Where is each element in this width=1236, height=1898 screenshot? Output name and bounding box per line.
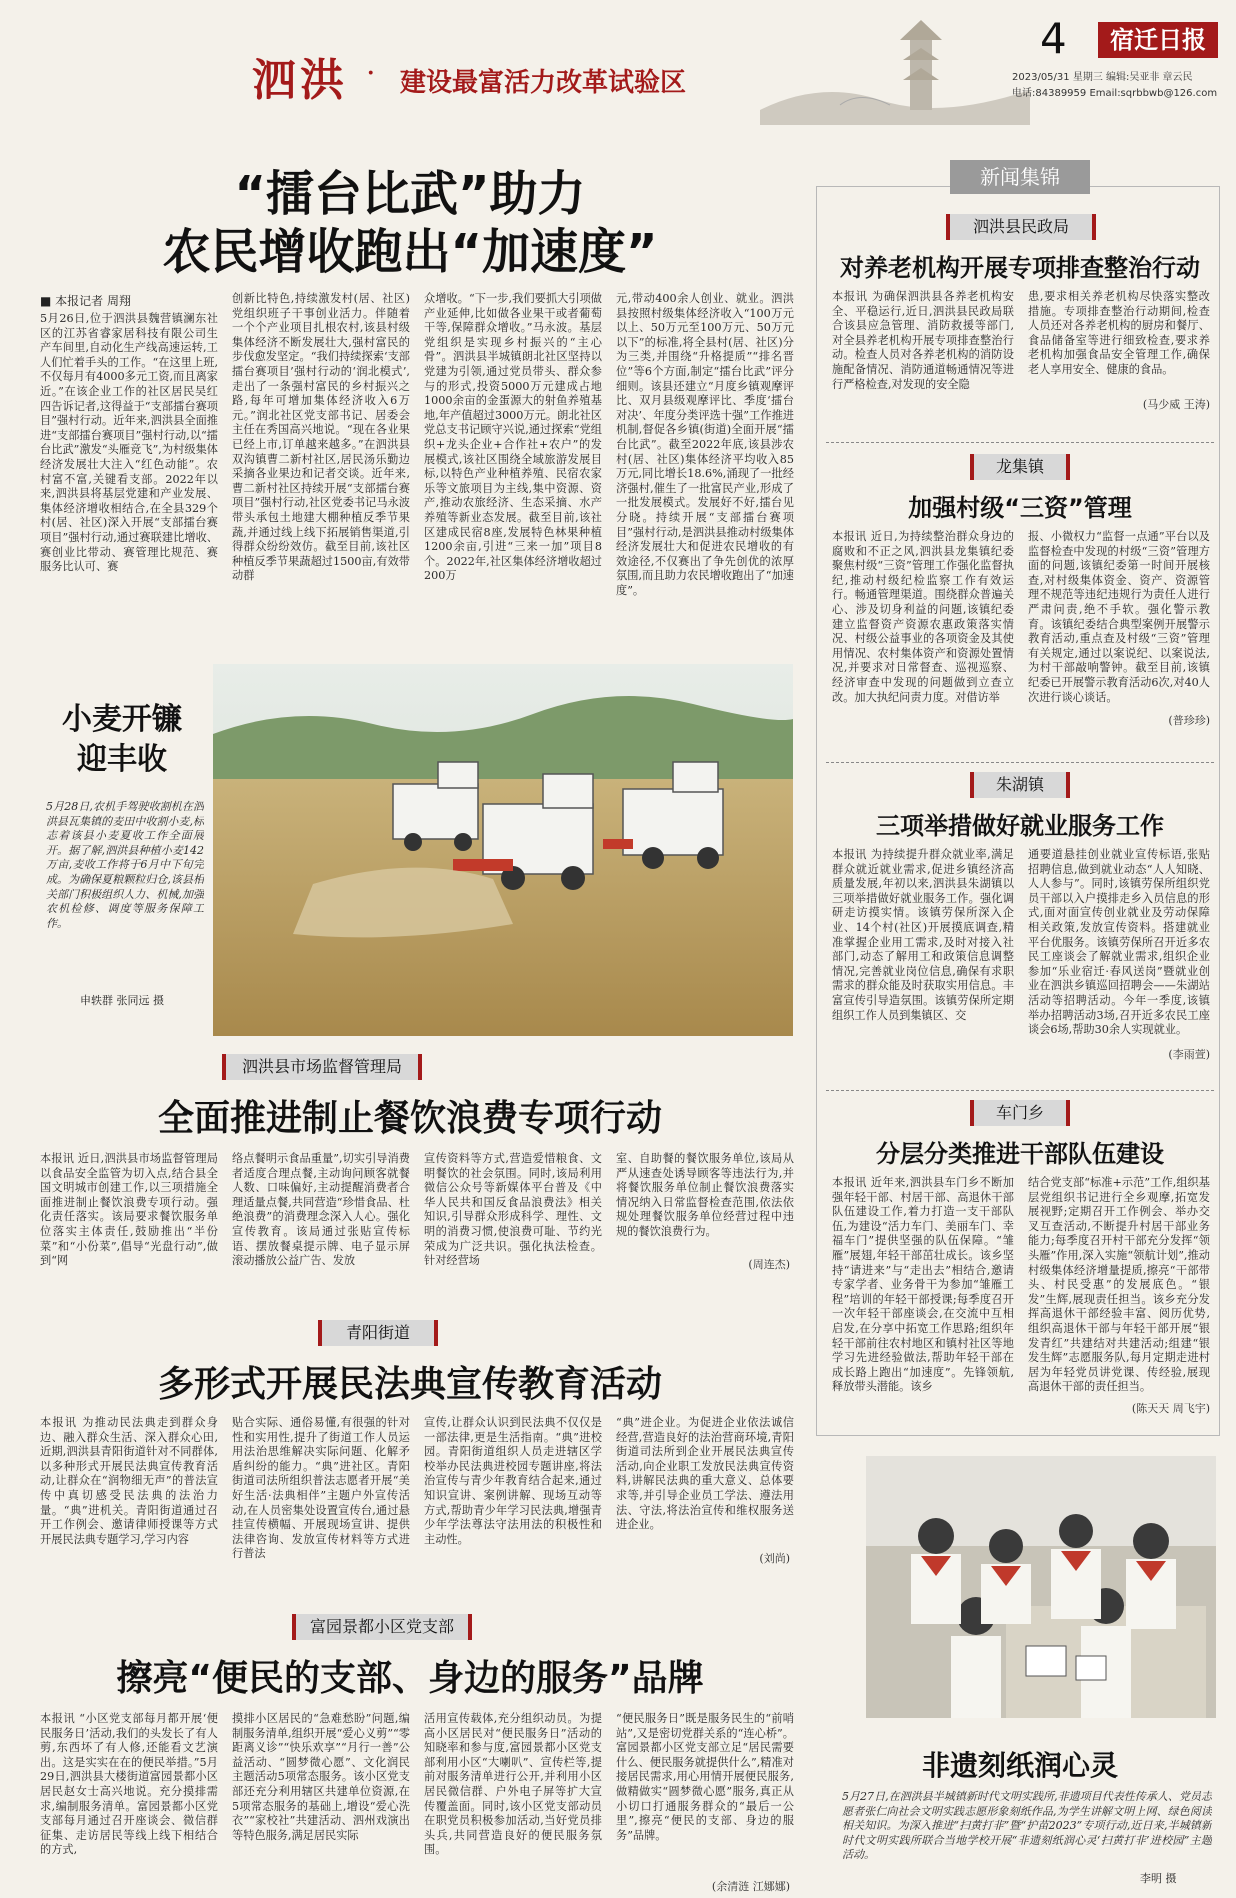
b3-col-2: 通要道悬挂创业就业宣传标语,张贴招聘信息,做到就业动态“人人知晓、人人参与”。同时,该镇劳保所组织党员干部以入户摸排走乡入员信息的形式,面对面宣传创业就业及劳动保障相关政策,发放宣传资料。搭建就业平台优服务。该镇劳保所召开近多农民工座谈会了解就业需求,组织企业参加“乐业宿迁·春风送岗”暨就业创业在泗洪乡镇巡回招聘会——朱湖站活动等招聘活动。今年一季度,该镇举办招聘活动3场,召开近多农民工座谈会6场,帮助30余人实现就业。 xyxy=(1028,848,1210,1037)
b3-signature: (李雨萱) xyxy=(1168,1048,1210,1061)
b1-tag: 泗洪县民政局 xyxy=(946,214,1096,240)
a3-col-4: “典”进企业。为促进企业依法诚信经营,营造良好的法治营商环境,青阳街道司法所到企业开展民法典宣传活动,向企业职工发放民法典宣传资料,讲解民法典的重大意义、总体要求等,并引导企业员工学法、遵法用法、守法,将法治宣传和维权服务送进企业。 xyxy=(616,1416,794,1532)
main-headline-line2: 农民增收跑出“加速度” xyxy=(162,224,658,280)
a4-col-1: 本报讯 “小区党支部每月都开展‘便民服务日’活动,我们的头发长了有人剪,东西坏了有人修,还能看文艺演出。这是实实在在的便民举措。”5月29日,泗洪县大楼街道富园景都小区居民赵女士高兴地说。充分摸排需求,编制服务清单。富园景都小区党支部每月通过召开座谈会、微信群征集、走访居民等线上线下相结合的方式, xyxy=(40,1712,218,1857)
b4-headline: 分层分类推进干部队伍建设 xyxy=(876,1140,1164,1168)
section-dot: · xyxy=(366,56,376,91)
paper-logo: 宿迁日报 xyxy=(1098,22,1218,58)
a3-signature: (刘尚) xyxy=(759,1552,790,1565)
b2-col-1: 本报讯 近日,为持续整治群众身边的腐败和不正之风,泗洪县龙集镇纪委聚焦村级“三资”管理工作强化监督执纪,推动村级纪检监察工作有效运行。畅通管理渠道。围绕群众普遍关心、涉及切身利益的问题,该镇纪委建立监督资产资源农惠政策落实情况、村级公益事业的各项资金及其使用情况、农村集体资产和资源处置情况,并要求对日常督查、巡视巡察、经济审查中发现的问题做到立查立改。加大执纪问责力度。对借访举 xyxy=(832,530,1014,704)
a2-col-2: 络点餐明示食品重量”,切实引导消费者适度合理点餐,主动询问顾客就餐人数、口味偏好,主动提醒消费者合理适量点餐,共同营造“珍惜食品、杜绝浪费”的消费理念深入人心。强化宣传教育。该局通过张贴宣传标语、摆放餐桌提示牌、电子显示屏滚动播放公益广告、发放 xyxy=(232,1152,410,1268)
a3-headline: 多形式开展民法典宣传教育活动 xyxy=(157,1364,662,1405)
main-col-1: 5月26日,位于泗洪县魏营镇澜东社区的江苏省睿家居科技有限公司生产车间里,自动化生产线高速运转,工人们忙着手头的工作。“在这里上班,不仅每月有4000多元工资,而且离家近。”在该企业工作的社区居民吴红四告诉记者,这得益于“支部擂台赛项目”强村行动。近年来,泗洪县全面推进“支部擂台赛项目”强村行动,以“擂台比武”激发“头雁竞飞”,为村级集体经济发展壮大注入“红色动能”。农村富不富,关键看支部。2022年以来,泗洪县将基层党建和产业发展、集体经济增收相结合,在全县329个村(居、社区)深入开展“支部擂台赛项目”强村行动,通过赛联建比增收、赛创业比带动、赛管理比规范、赛服务比认可、赛 xyxy=(40,312,218,574)
main-col-2: 创新比特色,持续激发村(居、社区)党组织班子干事创业活力。伴随着一个个产业项目扎根农村,该县村级集体经济不断发展壮大,强村富民的步伐愈发坚定。“我们持续探索‘支部擂台赛项目’强村行动的‘润北模式’,走出了一条强村富民的乡村振兴之路,每年可增加集体经济收入6万元。”润北社区党支部书记、居委会主任在秀国高兴地说。“现在各业果已经上市,订单越来越多。”在泗洪县双沟镇曹二新村社区,居民汤乐勤边采摘各业果边和记者交谈。近年来,曹二新村社区持续开展“支部擂台赛项目”强村行动,社区党委书记马永波带头承包土地建大棚种植反季节果蔬,并通过线上线下拓展销售渠道,引得群众纷纷效仿。截至目前,该社区种植反季节果蔬超过1500亩,有效带动群 xyxy=(232,292,410,583)
main-col-3: 众增收。“下一步,我们要抓大引项做产业延伸,比如做各业果干或者葡萄干等,保障群众增收。”马永波。基层党组织是实现乡村振兴的“主心骨”。泗洪县半城镇朗北社区坚持以党建为引领,通过党员带头、群众参与的形式,投资5000万元建成占地1000余亩的金蛋源大的射鱼养殖基地,年产值超过3000万元。朗北社区党总支书记顾守兴说,通过探索“党组织+龙头企业+合作社+农户”的发展模式,该社区围绕全域旅游发展目标,以特色产业种植养殖、民宿农家乐等文旅项目为主线,集中资源、资产,推动农旅经济、生态采摘、水产养殖等新业态发展。截至目前,该社区建成民宿8座,发展特色林果种植1200余亩,引进“三来一加”项目8个。2022年,社区集体经济增收超过200万 xyxy=(424,292,602,583)
a2-headline: 全面推进制止餐饮浪费专项行动 xyxy=(157,1098,662,1139)
paper-cut-photo xyxy=(866,1456,1216,1718)
main-byline: ■ 本报记者 周翔 xyxy=(40,294,131,308)
b2-divider xyxy=(826,762,1214,763)
wheat-caption: 5月28日,农机手驾驶收割机在泗洪县瓦集镇的麦田中收割小麦,标志着该县小麦夏收工作全面展开。据了解,泗洪县种植小麦142万亩,麦收工作将于6月中下旬完成。为确保夏粮颗粒归仓,该县相关部门积极组织人力、机械,加强农机检修、调度等服务保障工作。 xyxy=(46,800,204,930)
b1-col-1: 本报讯 为确保泗洪县各养老机构安全、平稳运行,近日,泗洪县民政局联合该县应急管理、消防救援等部门,对全县养老机构开展专项排查整治行动。检查人员对各养老机构的消防设施配备情况、消防通道畅通情况等进行严格检查,对发现的安全隐 xyxy=(832,290,1014,391)
b2-col-2: 报、小微权力“监督一点通”平台以及监督检查中发现的村级“三资”管理方面的问题,该镇纪委第一时间开展核查,对村级集体资金、资产、资源管理不规范等违纪违规行为责任人进行严肃问责,绝不手软。强化警示教育。该镇纪委结合典型案例开展警示教育活动,重点查及村级“三资”管理有关规定,通过以案说纪、以案说法,为村干部敲响警钟。截至目前,该镇纪委已开展警示教育活动6次,对40人次进行谈心谈话。 xyxy=(1028,530,1210,704)
a2-col-1: 本报讯 近日,泗洪县市场监督管理局以食品安全监管为切入点,结合县全国文明城市创建工作,以三项措施全面推进制止餐饮浪费专项行动。强化责任落实。该局要求餐饮服务单位落实主体责任,鼓励推出“半份菜”和“小份菜”,倡导“光盘行动”,做到“网 xyxy=(40,1152,218,1268)
a4-col-3: 活用宣传载体,充分组织动员。为提高小区居民对“便民服务日”活动的知晓率和参与度,富园景都小区党支部利用小区“大喇叭”、宣传栏等,提前对服务清单进行公开,并利用小区居民微信群、户外电子屏等扩大宣传覆盖面。同时,该小区党支部动员在职党员积极参加活动,当好党员排头兵,共同营造良好的便民服务氛围。 xyxy=(424,1712,602,1857)
b3-col-1: 本报讯 为持续提升群众就业率,满足群众就近就业需求,促进乡镇经济高质量发展,年初以来,泗洪县朱湖镇以三项举措做好就业服务工作。强化调研走访摸实情。该镇劳保所深入企业、14个村(社区)开展摸底调查,精准掌握企业用工需求,及时对接入社部门,动态了解用工和政策信息调整情况,完善就业岗位信息,确保有求职需求的群众能及时获取实用信息。丰富宣传引导造氛围。该镇劳保所定期组织工作人员到集镇区、交 xyxy=(832,848,1014,1022)
a4-tag: 富园景都小区党支部 xyxy=(292,1614,472,1640)
b1-divider xyxy=(826,442,1214,443)
wheat-title-2: 迎丰收 xyxy=(77,742,167,777)
b4-signature: (陈天天 周飞宇) xyxy=(1131,1402,1210,1415)
main-headline-line1: “擂台比武”助力 xyxy=(234,166,586,222)
a4-col-4: “便民服务日”既是服务民生的“前哨站”,又是密切党群关系的“连心桥”。富园景都小区党支部立足“居民需要什么、便民服务就提供什么”,精准对接居民需求,用心用情开展便民服务,做精做实“圆梦微心愿”服务,真正从小切口打通服务群众的“最后一公里”,擦亮“便民的支部、身边的服务”品牌。 xyxy=(616,1712,794,1842)
section-name: 泗洪 xyxy=(252,55,348,106)
masthead xyxy=(0,0,1236,130)
a2-tag: 泗洪县市场监督管理局 xyxy=(222,1054,422,1080)
wheat-harvest-photo xyxy=(213,664,793,1036)
page-number: 4 xyxy=(1040,14,1067,63)
b3-headline: 三项举措做好就业服务工作 xyxy=(876,812,1164,840)
paper-cut-title: 非遗刻纸润心灵 xyxy=(921,1749,1118,1782)
b1-col-2: 患,要求相关养老机构尽快落实整改措施。专项排查整治行动期间,检查人员还对各养老机构的厨房和餐厅、食品储备室等进行细致检查,要求养老机构加强食品安全管理工作,确保老人享用安全、健康的食品。 xyxy=(1028,290,1210,376)
a4-signature: (余清涟 江娜娜) xyxy=(711,1880,790,1893)
date-line: 2023/05/31 星期三 编辑:吴亚非 章云民 xyxy=(1012,72,1193,83)
a2-signature: (周连杰) xyxy=(748,1258,790,1271)
b3-divider xyxy=(826,1090,1214,1091)
main-col-4: 元,带动400余人创业、就业。泗洪县按照村级集体经济收入“100万元以上、50万元至100万元、50万元以下”的标准,将全县村(居、社区)分为三类,并围绕“升格提质”“排名晋位”等6个方面,制定“擂台比武”评分细则。该县还建立“月度乡镇观摩评比、双月县级观摩评比、季度‘擂台对决’、年度分类评选十强”工作推进机制,督促各乡镇(街道)全面开展“擂台比武”。截至2022年底,该县涉农村(居、社区)集体经济平均收入85万元,同比增长18.6%,涌现了一批经济强村,催生了一批富民产业,形成了一批发展模式。发展好不好,擂台见分晓。持续开展“支部擂台赛项目”强村行动,是泗洪县推动村级集体经济发展壮大和促进农民增收的有效途径,不仅赛出了争先创优的浓厚氛围,而且助力农民增收跑出了“加速度”。 xyxy=(616,292,794,597)
paper-cut-caption: 5月27日,在泗洪县半城镇新时代文明实践所,非遗项目代表性传承人、党员志愿者张仁向社会文明实践志愿形象刻纸作品,为学生讲解文明上网、绿色阅读相关知识。为深入推进“扫黄打非”暨“护苗2023”专项行动,近日来,半城镇新时代文明实践所联合当地学校开展“非遗刻纸润心灵‘扫黄打非’进校园”主题活动。 xyxy=(842,1790,1212,1862)
b4-col-1: 本报讯 近年来,泗洪县车门乡不断加强年轻干部、村居干部、高退休干部队伍建设工作,着力打造一支干部队伍,为建设“活力车门、美丽车门、幸福车门”提供坚强的队伍保障。“雏雁”展翅,年轻干部茁壮成长。该乡坚持“请进来”与“走出去”相结合,邀请专家学者、业务骨干为参加“雏雁工程”培训的年轻干部授课;每季度召开一次年轻干部座谈会,在交流中互相启发,在分享中拓宽工作思路;组织年轻干部前往农村地区和镇村社区等地学习先进经验做法,帮助年轻干部在成长路上跑出“加速度”。先锋领航,释放带头潜能。该乡 xyxy=(832,1176,1014,1394)
b2-tag: 龙集镇 xyxy=(970,454,1070,480)
wheat-credit: 申轶群 张同远 摄 xyxy=(80,994,164,1007)
b4-tag: 车门乡 xyxy=(970,1100,1070,1126)
a3-col-1: 本报讯 为推动民法典走到群众身边、融入群众生活、深入群众心田,近期,泗洪县青阳街道针对不同群体,以多种形式开展民法典宣传教育活动,让群众在“润物细无声”的普法宣传中真切感受民法典的法治力量。“典”进机关。青阳街道通过召开工作例会、邀请律师授课等方式开展民法典专题学习,学习内容 xyxy=(40,1416,218,1546)
a4-headline: 擦亮“便民的支部、身边的服务”品牌 xyxy=(116,1658,704,1699)
a4-col-2: 摸排小区居民的“急难愁盼”问题,编制服务清单,组织开展“爱心义剪”“零距离义诊”“快乐欢享”“月行一善”公益活动、“圆梦微心愿”、文化润民主题活动5项常态服务。该小区党支部还充分利用辖区共建单位资源,在5项常态服务的基础上,增设“爱心洗衣”“家校社”共建活动、泗州戏演出等特色服务,满足居民实际 xyxy=(232,1712,410,1842)
a3-col-2: 贴合实际、通俗易懂,有很强的针对性和实用性,提升了街道工作人员运用法治思维解决实际问题、化解矛盾纠纷的能力。“典”进社区。青阳街道司法所组织普法志愿者开展“美好生活·法典相伴”主题户外宣传活动,在人员密集处设置宣传台,通过悬挂宣传横幅、开展现场宣讲、提供法律咨询、发放宣传材料等方式进行普法 xyxy=(232,1416,410,1561)
pagoda-illustration xyxy=(760,10,1030,125)
b3-tag: 朱湖镇 xyxy=(970,772,1070,798)
wheat-title-1: 小麦开镰 xyxy=(62,702,182,737)
a3-tag: 青阳街道 xyxy=(318,1320,438,1346)
a2-col-4: 室、自助餐的餐饮服务单位,该局从严从速查处诱导顾客等违法行为,并将餐饮服务单位制止餐饮浪费落实情况纳入日常监督检查范围,依法依规处理餐饮服务单位经营过程中违规的餐饮浪费行为。 xyxy=(616,1152,794,1238)
b2-signature: (普珍珍) xyxy=(1168,714,1210,727)
contact-line: 电话:84389959 Email:sqrbbwb@126.com xyxy=(1012,88,1218,99)
b2-headline: 加强村级“三资”管理 xyxy=(908,494,1132,522)
a3-col-3: 宣传,让群众认识到民法典不仅仅是一部法律,更是生活指南。“典”进校园。青阳街道组织人员走进辖区学校举办民法典进校园专题讲座,将法治宣传与青少年教育结合起来,通过知识宣讲、案例讲解、现场互动等方式,帮助青少年学习民法典,增强青少年学法尊法守法用法的积极性和主动性。 xyxy=(424,1416,602,1546)
b1-signature: (马少威 王涛) xyxy=(1142,398,1210,411)
b1-headline: 对养老机构开展专项排查整治行动 xyxy=(840,254,1200,282)
b4-col-2: 结合党支部“标准+示范”工作,组织基层党组织书记进行全乡观摩,拓宽发展视野;定期召开工作例会、举办交叉互查活动,不断提升村居干部业务能力;每季度召开村干部充分发挥“领头雁”作用,深入实施“领航计划”,推动村级集体经济增量提质,擦亮“干部带头、村民受惠”的发展底色。“银发”生辉,展现责任担当。该乡充分发挥高退休干部经验丰富、阅历优势,组织高退休干部与年轻干部开展“银发青红”共建结对共建活动;组建“银发生辉”志愿服务队,每月定期走进村居为年轻党员讲党课、传经验,展现高退休干部的责任担当。 xyxy=(1028,1176,1210,1394)
a2-col-3: 宣传资料等方式,营造爱惜粮食、文明餐饮的社会氛围。同时,该局利用微信公众号等新媒体平台普及《中华人民共和国反食品浪费法》相关知识,引导群众形成科学、理性、文明的消费习惯,使浪费可耻、节约光荣成为广泛共识。强化执法检查。针对经营场 xyxy=(424,1152,602,1268)
section-slogan: 建设最富活力改革试验区 xyxy=(400,68,687,98)
news-band: 新闻集锦 xyxy=(950,160,1090,194)
paper-cut-credit: 李明 摄 xyxy=(1140,1872,1177,1885)
